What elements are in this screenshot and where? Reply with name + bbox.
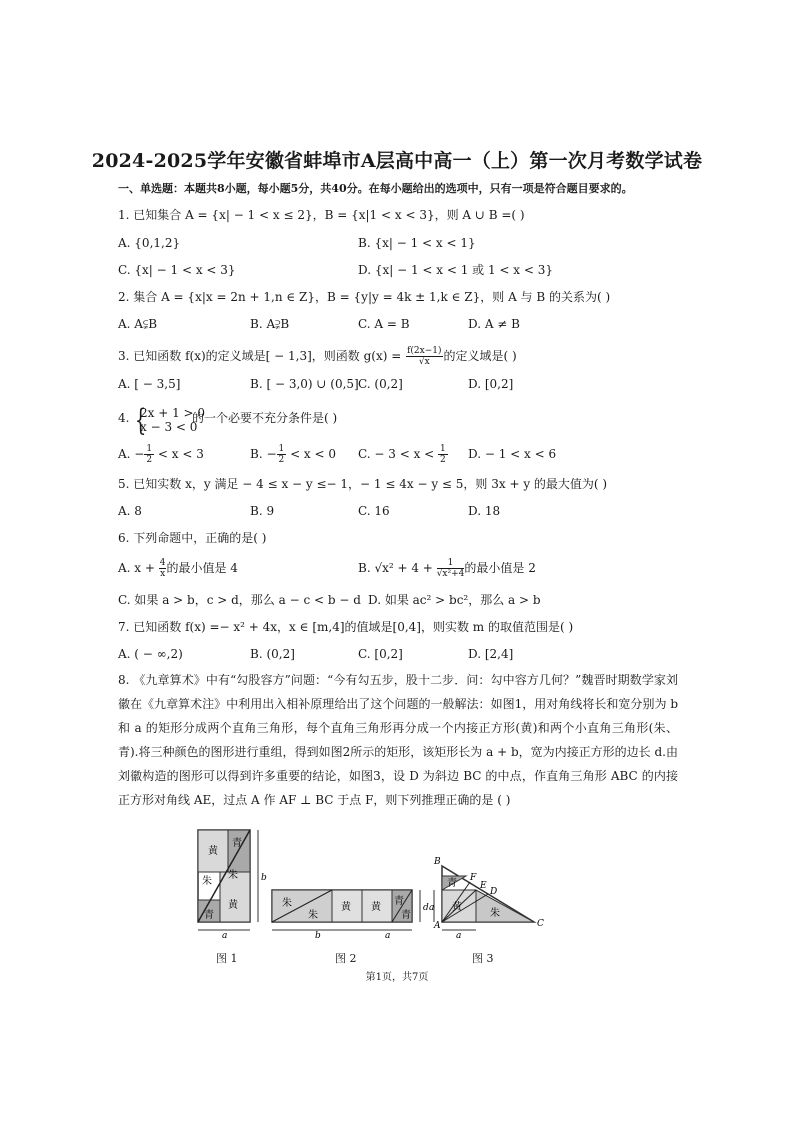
q4-c-frac-den: 2 [440,455,446,465]
q4-a-frac-num: 1 [146,444,153,454]
section-heading: 一、单选题：本题共8小题，每小题5分，共40分。在每小题给出的选项中，只有一项是符合题目要求的。 [118,182,633,195]
figure-1 [198,830,267,941]
q4-c-frac-num: 1 [440,444,446,454]
q1-option-a: A. {0,1,2} [118,236,181,250]
q5-option-b: B. 9 [250,504,275,518]
q4-a-fraction [144,444,154,465]
figure-2-caption: 图 2 [335,952,357,965]
fig3-label-zhu: 朱 [490,908,500,919]
q7-option-c: C. [0,2] [358,647,403,661]
fig1-label-qing-2: 青 [204,910,214,921]
q3-option-d: D. [0,2] [468,377,514,391]
q7-option-b: B. (0,2] [250,647,295,661]
q6-a-frac-num: 4 [159,558,166,568]
fig1-label-huang-2: 黄 [228,900,238,911]
q4-a-post: < x < 3 [154,447,204,461]
fig1-label-a: a [222,931,228,941]
q5-option-d: D. 18 [468,504,501,518]
q4-b-fraction [277,444,287,465]
q6-a-post: 的最小值是 4 [166,561,238,575]
fig2-label-qing-1: 青 [394,896,404,907]
q6-b-pre: B. √x² + 4 + [358,561,437,575]
fig3-label-huang: 黄 [452,902,462,913]
q6-option-a [118,558,238,579]
q4-option-a [118,444,204,465]
q5-option-c: C. 16 [358,504,390,518]
q4-option-b [250,444,336,465]
q6-a-frac-den: x [160,569,166,579]
q4-b-frac-den: 2 [278,455,285,465]
question-7-stem: 7. 已知函数 f(x) =− x² + 4x，x ∈ [m,4]的值域是[0,4]，则实数 m 的取值范围是( ) [118,620,574,634]
fig2-label-b: b [315,931,321,941]
question-8-text: 8. 《九章算术》中有“勾股容方”问题：“今有勾五步，股十二步．问：勾中容方几何？”魏晋时期数学家刘徽在《九章算术注》中利用出入相补原理给出了这个问题的一般解法：如图1，用对角线将长和宽分别为 b 和 a 的矩形分成两个直角三角形，每个直角三角形再分成一个内接正方形(黄)和两个小直角三角形(朱、青).将三种颜色的图形进行重组，得到如图2所示的矩形，该矩形长为 a + b，宽为内接正方形的边长 d.由刘徽构造的图形可以得到许多重要的结论，如图3，设 D 为斜边 BC 的中点，作直角三角形 ABC 的内接正方形对角线 AE，过点 A 作 AF ⊥ BC 于点 F，则下列推理正确的是 ( ) [118,673,678,807]
q1-option-b: B. {x| − 1 < x < 1} [358,236,476,250]
page-footer: 第1页，共7页 [365,972,429,983]
question-4-number: 4. [118,411,130,425]
fig3-label-A: A [434,921,441,931]
fig1-label-zhu-right: 朱 [228,870,238,881]
q4-a-frac-den: 2 [146,455,153,465]
q2-option-d: D. A ≠ B [468,317,520,331]
fig3-label-B: B [434,857,441,867]
q4-option-d: D. − 1 < x < 6 [468,447,557,461]
q1-option-d: D. {x| − 1 < x < 1 或 1 < x < 3} [358,263,554,277]
fig3-label-a-bottom: a [456,931,462,941]
figure-3-caption: 图 3 [472,952,494,965]
fig3-label-qing: 青 [447,878,457,889]
q6-option-c: C. 如果 a > b，c > d，那么 a − c < b − d [118,593,361,607]
fig3-zhu-shade [476,890,534,922]
q4-stem-post: 的一个必要不充分条件是( ) [192,411,338,425]
q3-stem-post: 的定义域是( ) [443,349,517,363]
page-title: 2024-2025学年安徽省蚌埠市A层高中高一（上）第一次月考数学试卷 [91,150,703,172]
q4-brace: { [134,403,147,438]
q1-option-c: C. {x| − 1 < x < 3} [118,263,236,277]
q4-option-c [358,444,448,465]
figure-3 [429,857,544,941]
q2-option-a: A. A⫋B [118,317,158,331]
fig3-label-a: a [429,903,435,913]
q4-c-pre: C. − 3 < x < [358,447,439,461]
figures-svg [180,826,560,944]
q4-system-line-2: x − 3 < 0 [140,420,198,434]
q6-b-frac-den: √x²+4 [436,569,465,579]
q7-option-a: A. ( − ∞,2) [118,647,183,661]
q6-option-b [358,558,536,579]
fig3-label-F: F [470,873,477,883]
q3-option-a: A. [ − 3,5] [118,377,181,391]
fig2-label-a: a [385,931,391,941]
q4-b-post: < x < 0 [286,447,337,461]
fig2-label-huang-1: 黄 [341,902,351,913]
fig2-label-huang-2: 黄 [371,902,381,913]
q2-option-c: C. A = B [358,317,410,331]
q6-b-fraction [437,558,465,579]
q3-option-c: C. (0,2] [358,377,403,391]
q3-fraction [406,346,442,367]
question-2-stem: 2. 集合 A = {x|x = 2n + 1,n ∈ Z}，B = {y|y = 4k ± 1,k ∈ Z}，则 A 与 B 的关系为( ) [118,290,611,304]
fig3-label-E: E [480,881,487,891]
q3-frac-num: f(2x−1) [407,346,442,356]
question-6-stem: 6. 下列命题中，正确的是( ) [118,531,267,545]
q6-a-pre: A. x + [118,561,159,575]
q4-system-line-1: 2x + 1 > 0 [140,406,206,420]
fig1-label-b: b [261,873,267,883]
q3-option-b: B. [ − 3,0) ∪ (0,5] [250,377,359,391]
q2-option-b: B. A⫌B [250,317,290,331]
fig1-label-qing: 青 [232,838,242,849]
fig2-label-zhu-1: 朱 [282,898,292,909]
fig2-label-d: d [423,903,429,913]
q4-c-fraction [438,444,448,465]
fig1-label-zhu-left: 朱 [202,876,212,887]
q6-b-frac-num: 1 [437,558,465,569]
q3-frac-den: √x [418,357,430,367]
question-5-stem: 5. 已知实数 x，y 满足 − 4 ≤ x − y ≤− 1，− 1 ≤ 4x − y ≤ 5，则 3x + y 的最大值为( ) [118,477,608,491]
q7-option-d: D. [2,4] [468,647,514,661]
q4-b-frac-num: 1 [278,444,285,454]
question-1-stem: 1. 已知集合 A = {x| − 1 < x ≤ 2}，B = {x|1 < x < 3}，则 A ∪ B =( ) [118,208,525,222]
q4-a-pre: A. − [118,447,145,461]
fig1-label-huang: 黄 [208,846,218,857]
q6-option-d: D. 如果 ac² > bc²，那么 a > b [368,593,541,607]
question-3-stem [118,346,517,367]
fig3-label-C: C [537,919,544,929]
q5-option-a: A. 8 [118,504,142,518]
figure-2 [272,890,429,941]
fig3-label-D: D [490,887,498,897]
q3-stem-pre: 3. 已知函数 f(x)的定义域是[ − 1,3]，则函数 g(x) = [118,349,406,363]
q4-b-pre: B. − [250,447,277,461]
q6-b-post: 的最小值是 2 [464,561,536,575]
figure-1-caption: 图 1 [216,952,238,965]
fig2-label-zhu-2: 朱 [308,910,318,921]
fig2-label-qing-2: 青 [401,910,411,921]
